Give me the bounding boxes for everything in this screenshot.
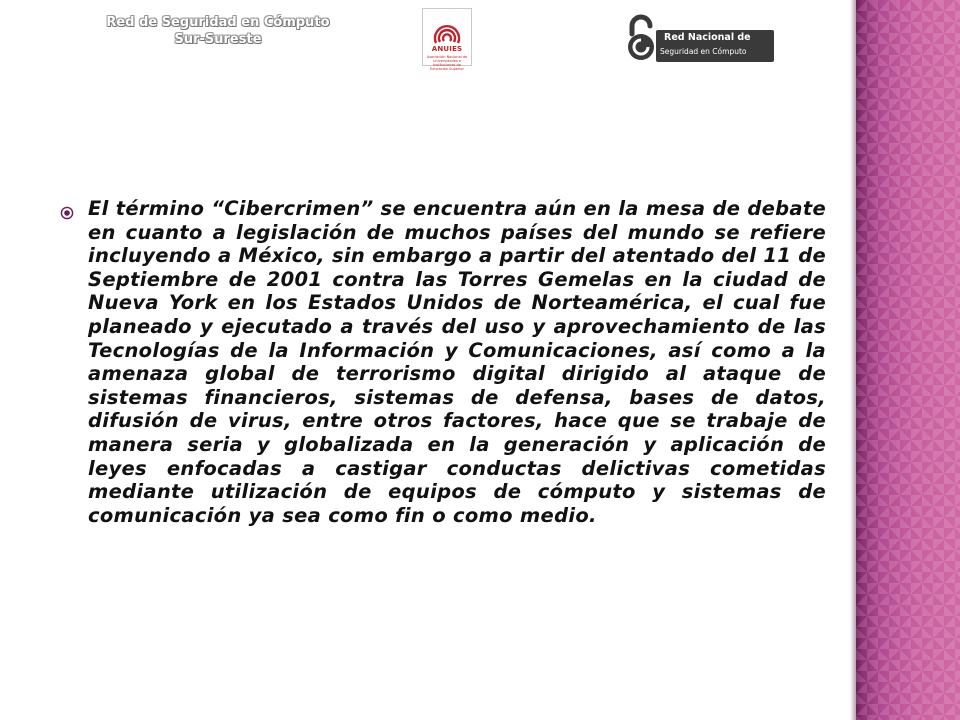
header-title-line1: Red de Seguridad en Cómputo (106, 15, 330, 30)
anuies-name: ANUIES (431, 45, 463, 53)
header-title (60, 14, 376, 48)
rn-seguridad-logo (624, 14, 754, 64)
padlock-icon (624, 14, 664, 64)
circled-dot-bullet-icon (60, 206, 74, 220)
body-paragraph: El término “Cibercrimen” se encuentra aún en la mesa de debate en cuanto a legislación de muchos países del mundo se refiere incluyendo a México, sin embargo a partir del atentado del 11 de Septiembre de 2001 contra las Torres Gemelas en la ciudad de Nueva York en los Estados Unidos de Norteamérica, el cual fue planeado y ejecutado a través del uso y aprovechamiento de las Tecnologías de la Información y Comunicaciones, así como a la amenaza global de terrorismo digital dirigido al ataque de sistemas financieros, sistemas de defensa, bases de datos, difusión de virus, entre otros factores, hace que se trabaje de manera seria y globalizada en la generación y aplicación de leyes enfocadas a castigar conductas delictivas cometidas mediante utilización de equipos de cómputo y sistemas de comunicación ya sea como fin o como medio. (88, 197, 826, 527)
rn-logo-line2: Seguridad en Cómputo (660, 47, 747, 56)
anuies-tagline: Asociación Nacional de Universidades e Instituciones de Educación Superior (426, 55, 468, 71)
decorative-side-panel (856, 0, 960, 720)
anuies-logo (422, 8, 472, 71)
header-title-line2: Sur-Sureste (174, 32, 262, 47)
rn-logo-line1: Red Nacional de (664, 32, 751, 43)
anuies-emblem-icon (423, 9, 471, 49)
